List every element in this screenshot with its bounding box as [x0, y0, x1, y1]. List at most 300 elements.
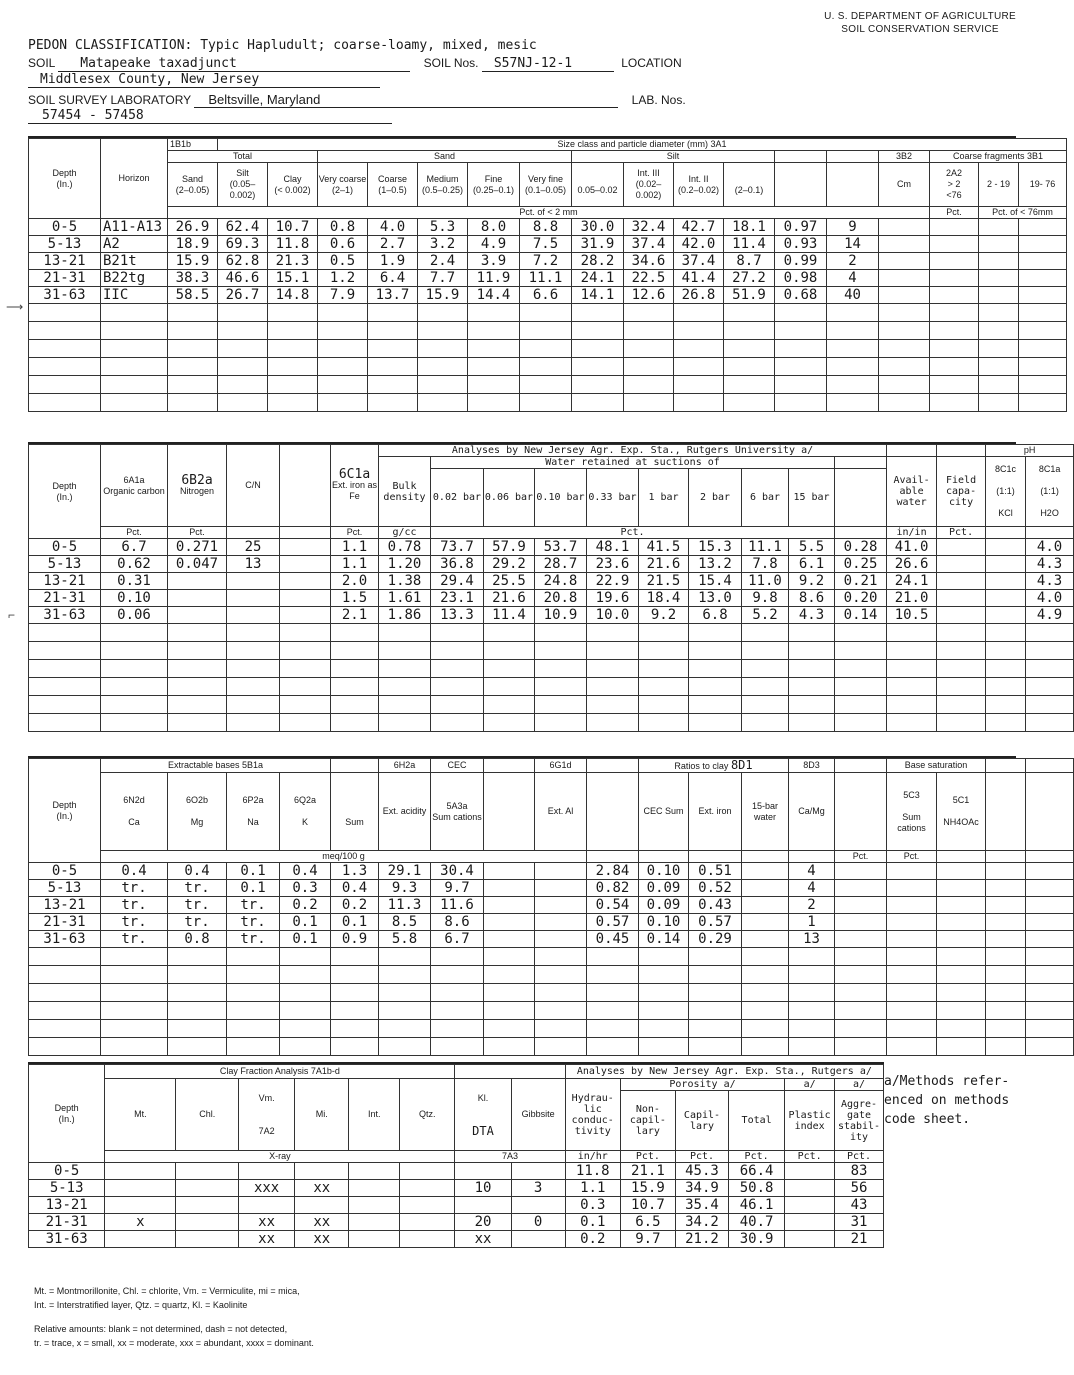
- depth-cell: 31-63: [29, 1231, 105, 1248]
- h-depth-2: Depth (In.): [29, 445, 101, 539]
- lab-value: Beltsville, Maryland: [194, 92, 618, 108]
- lab-label: SOIL SURVEY LABORATORY: [28, 93, 191, 107]
- value-cell: 0.5: [318, 253, 368, 270]
- base-cell: 8.5: [379, 914, 431, 931]
- clay-cell: xx: [455, 1231, 511, 1248]
- clay-cell: 83: [835, 1163, 884, 1180]
- table-row: [29, 270, 1067, 287]
- h-nitrogen: 6B2a Nitrogen: [168, 445, 227, 527]
- h-na: 6P2a Na: [227, 773, 280, 851]
- chemistry-water-table: [28, 444, 1074, 732]
- table-row: [29, 539, 1074, 556]
- base-cell: 0.4: [331, 880, 379, 897]
- clay-cell: [349, 1197, 400, 1214]
- water-cell: 0.78: [379, 539, 431, 556]
- agency-header: [824, 10, 1016, 36]
- water-cell: 13.3: [431, 607, 484, 624]
- coarse-fragment-cell: 2: [827, 253, 879, 270]
- cec-sum-ratio-cell: 0.54: [587, 897, 639, 914]
- base-cell: 11.3: [379, 897, 431, 914]
- value-cell: 28.2: [572, 253, 624, 270]
- u-in-in: in/in: [887, 527, 937, 539]
- ph-h2o-cell: 4.3: [1026, 573, 1074, 590]
- water-cell: 1.61: [379, 590, 431, 607]
- h-0-06-bar: 0.06 bar: [484, 469, 535, 527]
- base-saturation-cell: 1: [789, 914, 835, 931]
- 15bar-ratio-cell: 0.43: [689, 897, 742, 914]
- water-cell: 24.8: [535, 573, 587, 590]
- h-cm: Cm: [879, 163, 930, 207]
- cec-sum-ratio-cell: 0.82: [587, 880, 639, 897]
- clay-cell: 66.4: [729, 1163, 785, 1180]
- clay-cell: 35.4: [675, 1197, 728, 1214]
- clay-cell: xx: [239, 1214, 295, 1231]
- organic-carbon-cell: 6.7: [101, 539, 168, 556]
- ext-iron-ratio-cell: 0.10: [639, 863, 689, 880]
- side-note-mark: a/: [884, 1074, 900, 1089]
- value-cell: 7.7: [418, 270, 468, 287]
- depth-cell: 13-21: [29, 897, 101, 914]
- particle-size-rows: [29, 219, 1067, 412]
- blank-row: [29, 304, 1067, 322]
- u-pct-n: Pct.: [168, 527, 227, 539]
- value-cell: 30.0: [572, 219, 624, 236]
- blank-row: [29, 358, 1067, 376]
- u-7a3: 7A3: [455, 1151, 565, 1163]
- value-cell: 42.7: [674, 219, 724, 236]
- h-silt-coarse: 0.05–0.02: [572, 163, 624, 207]
- cn-cell: 25: [227, 539, 280, 556]
- clay-cell: [295, 1163, 349, 1180]
- h-0-02-bar: 0.02 bar: [431, 469, 484, 527]
- h-kl: Kl. DTA: [455, 1079, 511, 1151]
- base-cell: tr.: [101, 914, 168, 931]
- organic-carbon-cell: 0.06: [101, 607, 168, 624]
- blank-row: [29, 1020, 1074, 1038]
- table-row: [29, 1197, 884, 1214]
- h-mg: 6O2b Mg: [168, 773, 227, 851]
- h-available-water: Avail- able water: [887, 457, 937, 527]
- clay-cell: x: [105, 1214, 176, 1231]
- blank-row: [29, 714, 1074, 732]
- value-cell: 8.7: [724, 253, 775, 270]
- clay-cell: [400, 1180, 455, 1197]
- ext-iron-ratio-cell: 0.09: [639, 897, 689, 914]
- clay-cell: [176, 1180, 239, 1197]
- ext-iron-ratio-cell: 0.14: [639, 931, 689, 948]
- u-pct-plastic: Pct.: [785, 1151, 835, 1163]
- margin-arrow-mark: ⟶: [6, 300, 24, 314]
- clay-cell: [105, 1163, 176, 1180]
- blank-row: [29, 1038, 1074, 1056]
- value-cell: 15.1: [268, 270, 318, 287]
- h-plastic-index: Plastic index: [785, 1091, 835, 1151]
- clay-cell: 10: [455, 1180, 511, 1197]
- base-cell: tr.: [168, 914, 227, 931]
- u-pct-aggr: Pct.: [835, 1151, 884, 1163]
- field-capacity-cell: 26.6: [887, 556, 937, 573]
- methods-side-note: [884, 1072, 1024, 1129]
- blank-row: [29, 1002, 1074, 1020]
- coarse-fragment-cell: 14: [827, 236, 879, 253]
- base-cell: 0.2: [331, 897, 379, 914]
- value-cell: 6.4: [368, 270, 418, 287]
- value-cell: 51.9: [724, 287, 775, 304]
- bases-rows: [29, 863, 1074, 1056]
- h-horizon: Horizon: [101, 139, 168, 219]
- water-cell: 48.1: [587, 539, 639, 556]
- clay-cell: xx: [239, 1231, 295, 1248]
- h-very-fine: Very fine (0.1–0.05): [520, 163, 572, 207]
- clay-cell: [511, 1231, 565, 1248]
- depth-cell: 0-5: [29, 1163, 105, 1180]
- available-water-cell: 0.21: [835, 573, 887, 590]
- h-aggregate-stability: Aggre- gate stabil- ity: [835, 1091, 884, 1151]
- base-cell: tr.: [168, 880, 227, 897]
- table-row: [29, 590, 1074, 607]
- clay-cell: xx: [295, 1214, 349, 1231]
- water-cell: 21.5: [639, 573, 689, 590]
- value-cell: 37.4: [674, 253, 724, 270]
- h-int-1: (2–0.1): [724, 163, 775, 207]
- lab-nos-value: 57454 - 57458: [28, 108, 392, 124]
- water-cell: 6.8: [689, 607, 742, 624]
- base-cell: tr.: [101, 897, 168, 914]
- coarse-fragment-cell: 4: [827, 270, 879, 287]
- clay-cell: [785, 1214, 835, 1231]
- cec-sum-ratio-cell: 2.84: [587, 863, 639, 880]
- h-coarse: Coarse (1–0.5): [368, 163, 418, 207]
- h-ratios-to-clay: Ratios to clay 8D1: [639, 759, 789, 773]
- value-cell: 18.1: [724, 219, 775, 236]
- value-cell: 14.8: [268, 287, 318, 304]
- particle-size-section: [28, 136, 1056, 412]
- clay-cell: [176, 1214, 239, 1231]
- horizon-cell: A11-A13: [101, 219, 168, 236]
- footnote-line-2: Int. = Interstratified layer, Qtz. = quartz, Kl. = Kaolinite: [34, 1300, 248, 1310]
- nitrogen-cell: [168, 607, 227, 624]
- clay-cell: 21.1: [620, 1163, 675, 1180]
- table-row: [29, 219, 1067, 236]
- agency-line-2: SOIL CONSERVATION SERVICE: [841, 24, 999, 35]
- available-water-cell: 0.28: [835, 539, 887, 556]
- 15bar-ratio-cell: 0.52: [689, 880, 742, 897]
- h-coarse-fragments: Coarse fragments 3B1: [930, 151, 1067, 163]
- h-sum-cations: 5A3a Sum cations: [431, 773, 484, 851]
- clay-cell: xxx: [239, 1180, 295, 1197]
- value-cell: 0.97: [775, 219, 827, 236]
- clay-cell: 0.2: [565, 1231, 620, 1248]
- value-cell: 8.8: [520, 219, 572, 236]
- water-cell: 1.86: [379, 607, 431, 624]
- bases-section: [28, 756, 1016, 1056]
- water-cell: 4.3: [789, 607, 835, 624]
- h-mt: Mt.: [105, 1079, 176, 1151]
- h-0-10-bar: 0.10 bar: [535, 469, 587, 527]
- value-cell: 38.3: [168, 270, 218, 287]
- horizon-cell: A2: [101, 236, 168, 253]
- h-depth: Depth (In.): [29, 139, 101, 219]
- u-pct-fe: Pct.: [331, 527, 379, 539]
- h-ca: 6N2d Ca: [101, 773, 168, 851]
- base-cell: 0.4: [280, 863, 331, 880]
- organic-carbon-cell: 0.62: [101, 556, 168, 573]
- nitrogen-cell: [168, 590, 227, 607]
- base-cell: 0.3: [280, 880, 331, 897]
- footnote-line-4: tr. = trace, x = small, xx = moderate, xxx = abundant, xxxx = dominant.: [34, 1338, 314, 1348]
- water-cell: 29.4: [431, 573, 484, 590]
- field-capacity-cell: 21.0: [887, 590, 937, 607]
- value-cell: 31.9: [572, 236, 624, 253]
- value-cell: 27.2: [724, 270, 775, 287]
- table-row: [29, 1163, 884, 1180]
- table-row: [29, 556, 1074, 573]
- u-pct-noncap: Pct.: [620, 1151, 675, 1163]
- clay-cell: [400, 1197, 455, 1214]
- cn-cell: [227, 573, 280, 590]
- location-label: LOCATION: [621, 56, 682, 70]
- base-saturation-cell: 13: [789, 931, 835, 948]
- coarse-fragment-cell: 9: [827, 219, 879, 236]
- ph-h2o-cell: 4.0: [1026, 590, 1074, 607]
- h-depth-4: Depth (In.): [29, 1065, 105, 1163]
- soil-nos-label: SOIL Nos.: [423, 56, 479, 70]
- ext-iron-cell: 2.1: [331, 607, 379, 624]
- h-15-bar: 15 bar: [789, 469, 835, 527]
- water-cell: 28.7: [535, 556, 587, 573]
- side-note-text: Methods refer- enced on methods code sheet.: [884, 1074, 1010, 1127]
- value-cell: 0.93: [775, 236, 827, 253]
- clay-cell: xx: [295, 1180, 349, 1197]
- pedon-label: PEDON CLASSIFICATION:: [28, 38, 193, 53]
- value-cell: 26.7: [218, 287, 268, 304]
- cn-cell: 13: [227, 556, 280, 573]
- water-cell: 5.2: [742, 607, 789, 624]
- base-cell: 11.6: [431, 897, 484, 914]
- depth-cell: 13-21: [29, 1197, 105, 1214]
- water-cell: 10.0: [587, 607, 639, 624]
- value-cell: 62.8: [218, 253, 268, 270]
- clay-cell: [785, 1163, 835, 1180]
- h-5c1: 5C1 NH4OAc: [937, 773, 986, 851]
- u-pct-cap: Pct.: [675, 1151, 728, 1163]
- u-pct-total: Pct.: [729, 1151, 785, 1163]
- value-cell: 15.9: [168, 253, 218, 270]
- base-cell: 1.3: [331, 863, 379, 880]
- base-cell: 0.1: [331, 914, 379, 931]
- value-cell: 7.2: [520, 253, 572, 270]
- value-cell: 69.3: [218, 236, 268, 253]
- table-row: [29, 573, 1074, 590]
- h-5c3: 5C3 Sum cations: [887, 773, 937, 851]
- clay-cell: 10.7: [620, 1197, 675, 1214]
- field-capacity-cell: 10.5: [887, 607, 937, 624]
- base-cell: 0.1: [280, 914, 331, 931]
- water-cell: 6.1: [789, 556, 835, 573]
- depth-cell: 21-31: [29, 590, 101, 607]
- clay-cell: [176, 1231, 239, 1248]
- h-mi: Mi.: [295, 1079, 349, 1151]
- u-in-hr: in/hr: [565, 1151, 620, 1163]
- blank-row: [29, 394, 1067, 412]
- h-ext-iron-ratio: Ext. iron: [689, 773, 742, 851]
- lab-line: [28, 92, 1018, 124]
- ph-h2o-cell: 4.0: [1026, 539, 1074, 556]
- depth-cell: 0-5: [29, 863, 101, 880]
- available-water-cell: 0.25: [835, 556, 887, 573]
- h-medium: Medium (0.5–0.25): [418, 163, 468, 207]
- h-total: Total: [168, 151, 318, 163]
- ext-iron-cell: 1.1: [331, 539, 379, 556]
- base-saturation-cell: 4: [789, 863, 835, 880]
- depth-cell: 5-13: [29, 1180, 105, 1197]
- clay-cell: 56: [835, 1180, 884, 1197]
- base-cell: tr.: [101, 931, 168, 948]
- water-cell: 11.4: [484, 607, 535, 624]
- base-cell: 6.7: [431, 931, 484, 948]
- base-cell: 9.3: [379, 880, 431, 897]
- clay-cell: [349, 1163, 400, 1180]
- u-xray: X-ray: [105, 1151, 455, 1163]
- agency-line-1: U. S. DEPARTMENT OF AGRICULTURE: [824, 11, 1016, 22]
- h-15bar-water: 15-bar water: [742, 773, 789, 851]
- clay-cell: 46.1: [729, 1197, 785, 1214]
- 15bar-ratio-cell: 0.57: [689, 914, 742, 931]
- clay-cell: 50.8: [729, 1180, 785, 1197]
- h-code-1b1b: 1B1b: [168, 139, 218, 151]
- h-vm: Vm. 7A2: [239, 1079, 295, 1151]
- clay-cell: 11.8: [565, 1163, 620, 1180]
- ext-iron-ratio-cell: 0.10: [639, 914, 689, 931]
- value-cell: 0.6: [318, 236, 368, 253]
- h-1-bar: 1 bar: [639, 469, 689, 527]
- available-water-cell: 0.20: [835, 590, 887, 607]
- water-cell: 53.7: [535, 539, 587, 556]
- depth-cell: 5-13: [29, 236, 101, 253]
- base-cell: tr.: [227, 931, 280, 948]
- organic-carbon-cell: 0.31: [101, 573, 168, 590]
- water-cell: 23.6: [587, 556, 639, 573]
- water-cell: 18.4: [639, 590, 689, 607]
- blank-row: [29, 376, 1067, 394]
- table-row: [29, 1214, 884, 1231]
- depth-cell: 31-63: [29, 287, 101, 304]
- depth-cell: 0-5: [29, 539, 101, 556]
- value-cell: 8.0: [468, 219, 520, 236]
- h-analyses-title: Analyses by New Jersey Agr. Exp. Sta., Rutgers University a/: [379, 445, 887, 457]
- water-cell: 23.1: [431, 590, 484, 607]
- cec-sum-ratio-cell: 0.45: [587, 931, 639, 948]
- clay-cell: 6.5: [620, 1214, 675, 1231]
- clay-cell: 45.3: [675, 1163, 728, 1180]
- h-clay: Clay (< 0.002): [268, 163, 318, 207]
- depth-cell: 13-21: [29, 253, 101, 270]
- h-ca-mg: Ca/Mg: [789, 773, 835, 851]
- clay-cell: 34.2: [675, 1214, 728, 1231]
- clay-cell: [176, 1163, 239, 1180]
- base-cell: 0.8: [168, 931, 227, 948]
- field-capacity-cell: 24.1: [887, 573, 937, 590]
- u-pct-field: Pct.: [937, 527, 986, 539]
- 15bar-ratio-cell: 0.29: [689, 931, 742, 948]
- pedon-value: Typic Hapludult; coarse-loamy, mixed, mesic: [200, 38, 537, 53]
- water-cell: 13.2: [689, 556, 742, 573]
- h-aggr-note: a/: [835, 1079, 884, 1091]
- ext-iron-cell: 1.5: [331, 590, 379, 607]
- value-cell: 24.1: [572, 270, 624, 287]
- base-cell: tr.: [227, 897, 280, 914]
- h-plastic-note: a/: [785, 1079, 835, 1091]
- h-cn: C/N: [227, 445, 280, 527]
- h-19-76: 19- 76: [1019, 163, 1067, 207]
- blank-row: [29, 696, 1074, 714]
- value-cell: 2.4: [418, 253, 468, 270]
- soil-label: SOIL: [28, 56, 55, 70]
- table-row: [29, 880, 1074, 897]
- value-cell: 58.5: [168, 287, 218, 304]
- water-cell: 41.5: [639, 539, 689, 556]
- clay-cell: xx: [295, 1231, 349, 1248]
- base-cell: 5.8: [379, 931, 431, 948]
- base-cell: 30.4: [431, 863, 484, 880]
- water-cell: 15.3: [689, 539, 742, 556]
- depth-cell: 13-21: [29, 573, 101, 590]
- value-cell: 41.4: [674, 270, 724, 287]
- margin-tick-mark: ⌐: [8, 608, 16, 622]
- soil-value: Matapeake taxadjunct: [58, 56, 410, 72]
- h-k: 6Q2a K: [280, 773, 331, 851]
- h-8d3: 8D3: [789, 759, 835, 773]
- h-clay-fraction: Clay Fraction Analysis 7A1b-d: [105, 1065, 455, 1079]
- organic-carbon-cell: 0.10: [101, 590, 168, 607]
- h-int: Int.: [349, 1079, 400, 1151]
- blank-row: [29, 984, 1074, 1002]
- location-value: Middlesex County, New Jersey: [28, 72, 380, 88]
- water-cell: 57.9: [484, 539, 535, 556]
- table-row: [29, 863, 1074, 880]
- table-row: [29, 607, 1074, 624]
- clay-cell: [105, 1180, 176, 1197]
- blank-row: [29, 678, 1074, 696]
- h-pct-of-76: Pct. of < 76mm: [979, 207, 1067, 219]
- h-total-porosity: Total: [729, 1091, 785, 1151]
- value-cell: 14.1: [572, 287, 624, 304]
- value-cell: 1.2: [318, 270, 368, 287]
- u-pct-water: Pct.: [431, 527, 835, 539]
- base-cell: tr.: [168, 897, 227, 914]
- nitrogen-cell: 0.271: [168, 539, 227, 556]
- depth-cell: 5-13: [29, 556, 101, 573]
- h-2-19: 2 - 19: [979, 163, 1019, 207]
- soil-nos-value: S57NJ-12-1: [482, 56, 614, 72]
- value-cell: 10.7: [268, 219, 318, 236]
- h-6g1d: 6G1d: [535, 759, 587, 773]
- value-cell: 22.5: [624, 270, 674, 287]
- value-cell: 0.8: [318, 219, 368, 236]
- base-cell: 29.1: [379, 863, 431, 880]
- value-cell: 7.9: [318, 287, 368, 304]
- clay-cell: [511, 1197, 565, 1214]
- depth-cell: 21-31: [29, 270, 101, 287]
- water-cell: 21.6: [639, 556, 689, 573]
- blank-row: [29, 624, 1074, 642]
- value-cell: 11.9: [468, 270, 520, 287]
- h-6-bar: 6 bar: [742, 469, 789, 527]
- clay-rows: [29, 1163, 884, 1248]
- base-cell: 0.1: [227, 863, 280, 880]
- ext-iron-cell: 1.1: [331, 556, 379, 573]
- blank-row: [29, 660, 1074, 678]
